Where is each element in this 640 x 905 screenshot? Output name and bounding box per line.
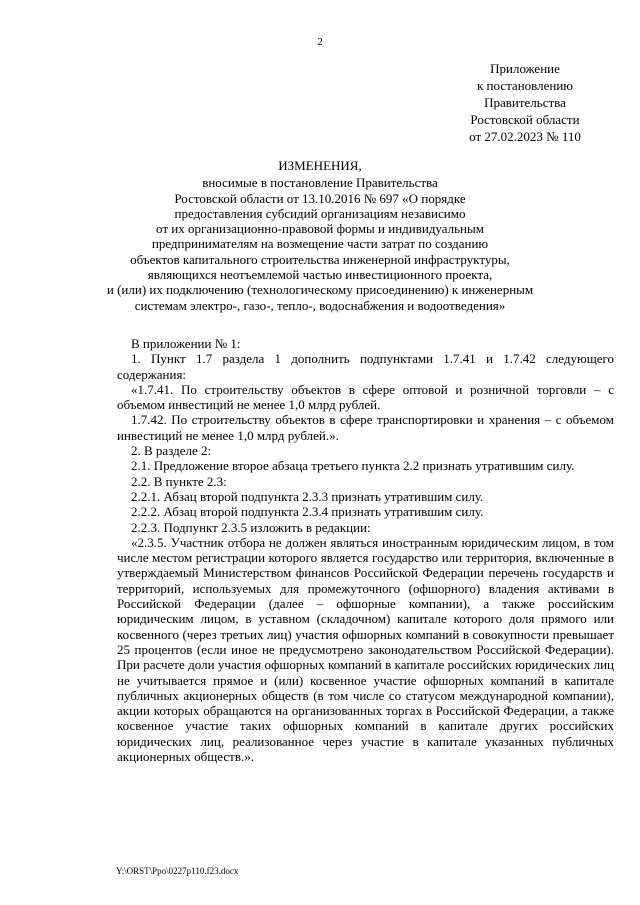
subtitle-line: системам электро-, газо-, тепло-, водоснабжения и водоотведения» [134,297,506,313]
body-paragraph: 2.2.2. Абзац второй подпункта 2.3.4 признать утратившим силу. [131,504,484,520]
subtitle-line: вносимые в постановление Правительства [202,175,438,191]
appendix-line: Ростовской области [470,112,580,127]
subtitle-line: предоставления субсидий организациям независимо [174,205,466,221]
document-title: ИЗМЕНЕНИЯ, [278,158,362,173]
footer-file-path: Y:\ORST\Ppo\0227p110.f23.docx [116,866,239,876]
body-paragraph: 2.2.3. Подпункт 2.3.5 изложить в редакции: [131,519,371,535]
body-paragraph: В приложении № 1: [131,336,241,351]
body-paragraph: «2.3.5. Участник отбора не должен являться иностранным юридическим лицом, в том числе местом регистрации которого является государство или территория, включенные в утверждаемый Министерством финансов Российской Федерации перечень государств и территорий, используемых для промежуточного (офшорного) владения активами в Российской Федерации (далее – офшорные компании), а также российским юридическим лицом, в уставном (складочном) капитале которого доля прямого или косвенного (через третьих лиц) участия офшорных компаний в совокупности превышает 25 процентов (если иное не предусмотрено законодательством Российской Федерации). При расчете доли участия офшорных компаний в капитале российских юридических лиц не учитывается прямое и (или) косвенное участие офшорных компаний в капитале публичных акционерных обществ (в том числе со статусом международной компании), акции которых обращаются на организованных торгах в Российской Федерации, а также косвенное участие таких офшорных компаний в капитале других российских юридических лиц, реализованное через участие в капитале указанных публичных акционерных обществ.». [117,534,614,765]
appendix-line: от 27.02.2023 № 110 [469,129,581,144]
body-paragraph: 2. В разделе 2: [131,443,212,459]
page-number: 2 [317,36,323,48]
body-paragraph: «1.7.41. По строительству объектов в сфере оптовой и розничной торговли – с объемом инвестиций не менее 1,0 млрд рублей. [117,381,614,413]
document-title-block [80,158,560,313]
body-paragraph: 1. Пункт 1.7 раздела 1 дополнить подпунктами 1.7.41 и 1.7.42 следующего содержания: [117,351,614,382]
subtitle-line: от их организационно-правовой формы и индивидуальным [156,221,484,237]
body-paragraph: 2.2. В пункте 2.3: [131,473,227,489]
body-paragraph: 2.1. Предложение второе абзаца третьего пункта 2.2 признать утратившим силу. [131,458,575,474]
subtitle-line: предпринимателям на возмещение части затрат по созданию [151,236,489,252]
body-paragraph: 1.7.42. По строительству объектов в сфере транспортировки и хранения – с объемом инвестиций не менее 1,0 млрд рублей.». [117,412,614,443]
subtitle-line: Ростовской области от 13.10.2016 № 697 «О порядке [174,190,466,206]
appendix-line: к постановлению [476,78,574,93]
appendix-line: Правительства [484,95,566,110]
subtitle-line: объектов капитального строительства инженерной инфраструктуры, [130,251,510,267]
subtitle-line: являющихся неотъемлемой частью инвестиционного проекта, [147,267,493,283]
subtitle-line: и (или) их подключению (технологическому присоединению) к инженерным [106,282,534,298]
body-paragraph: 2.2.1. Абзац второй подпункта 2.3.3 признать утратившим силу. [131,488,484,504]
appendix-line: Приложение [490,61,560,76]
appendix-header [430,60,620,145]
document-body [117,336,614,764]
